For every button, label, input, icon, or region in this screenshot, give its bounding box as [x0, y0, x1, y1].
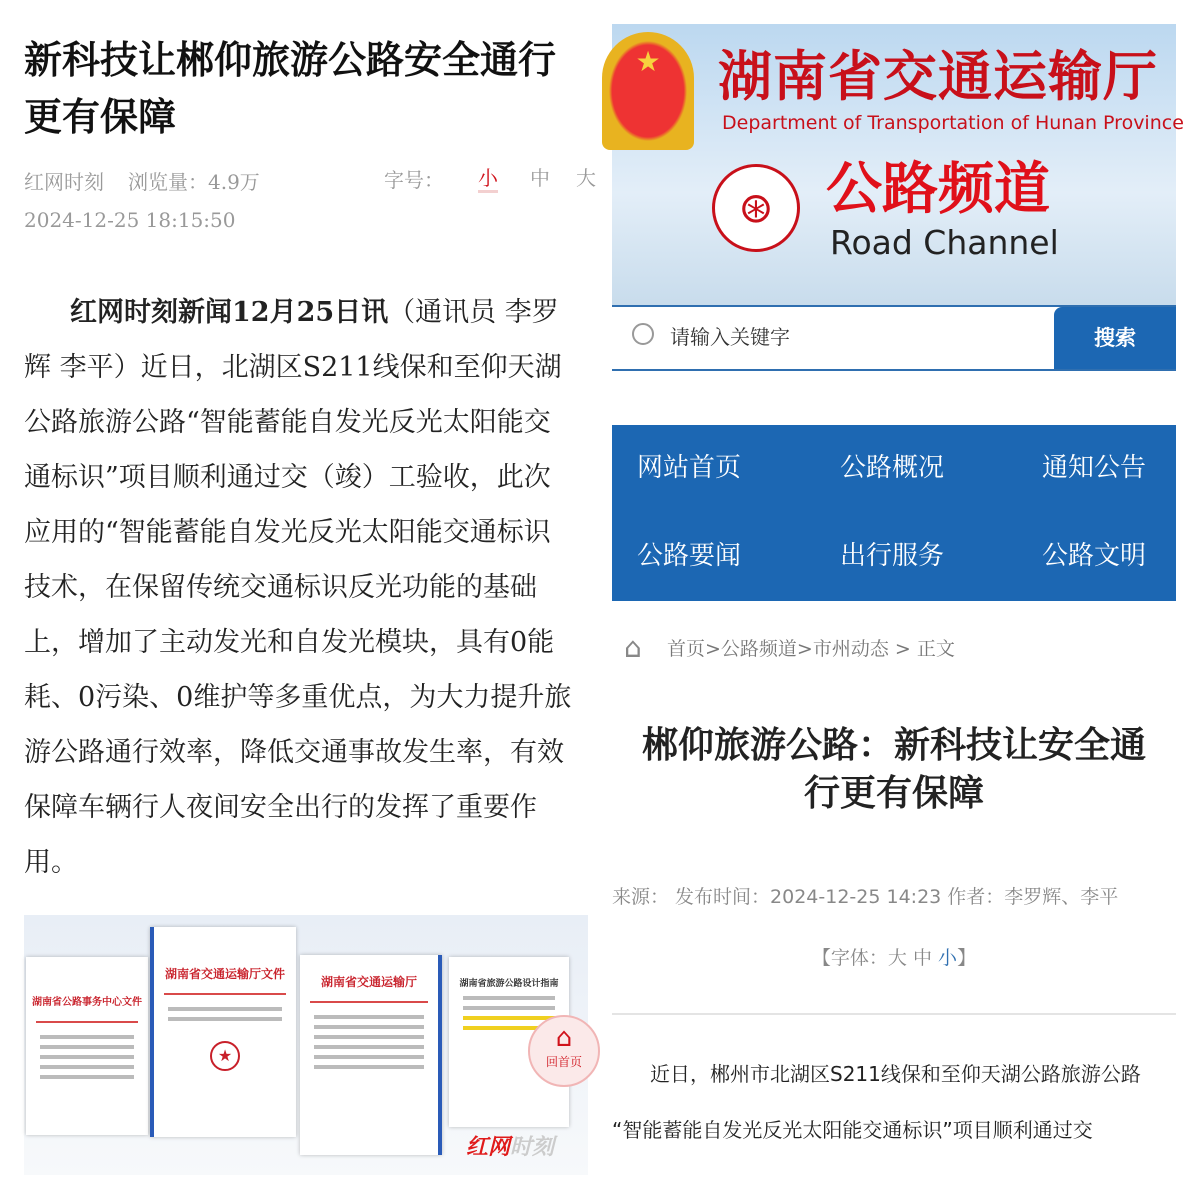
nav-news[interactable]: 公路要闻	[637, 541, 742, 571]
body-lead: 红网时刻新闻12月25日讯	[70, 297, 389, 328]
home-icon: ⌂	[555, 1023, 573, 1053]
home-button[interactable]: ⌂ 回首页	[528, 1015, 600, 1087]
article-title-line-2: 更有保障	[24, 95, 177, 139]
search-button[interactable]: 搜索	[1054, 307, 1176, 369]
article-meta: 来源： 发布时间：2024-12-25 14:23 作者：李罗辉、李平	[612, 886, 1119, 908]
nav-travel-service[interactable]: 出行服务	[840, 541, 945, 571]
body-line: 近日，郴州市北湖区S211线保和至仰天湖公路旅游公路	[650, 1062, 1141, 1086]
road-channel-logo-icon: ⊛	[712, 164, 800, 252]
document-image: 湖南省旅游公路设计指南	[449, 957, 569, 1127]
nav-notices[interactable]: 通知公告	[1042, 453, 1147, 483]
body-line: 红网时刻新闻12月25日讯（通讯员 李罗	[70, 297, 559, 328]
font-size-label: 字号：	[384, 168, 444, 192]
channel-title: 公路频道	[826, 157, 1050, 222]
left-article-panel	[24, 0, 596, 1200]
main-nav	[612, 425, 1176, 601]
body-line: 通标识”项目顺利通过交（竣）工验收，此次	[24, 462, 551, 493]
nav-home[interactable]: 网站首页	[637, 453, 742, 483]
body-line: 公路旅游公路“智能蓄能自发光反光太阳能交	[24, 407, 551, 438]
body-line: “智能蓄能自发光反光太阳能交通标识”项目顺利通过交	[612, 1118, 1093, 1142]
article-title-line-1: 新科技让郴仰旅游公路安全通行	[24, 38, 557, 82]
body-line: 辉 李平）近日，北湖区S211线保和至仰天湖	[24, 352, 562, 383]
breadcrumb[interactable]: 首页>公路频道>市州动态 > 正文	[667, 638, 955, 660]
font-large-button[interactable]: 大	[576, 166, 596, 190]
body-line: 保障车辆行人夜间安全出行的发挥了重要作	[24, 792, 537, 823]
font-small-button[interactable]: 小	[478, 166, 498, 193]
body-line: 耗、0污染、0维护等多重优点，为大力提升旅	[24, 682, 572, 713]
search-bar	[612, 305, 1176, 371]
home-icon: ⌂	[624, 631, 642, 664]
site-subtitle: Department of Transportation of Hunan Province	[722, 112, 1184, 134]
site-title: 湖南省交通运输厅	[718, 45, 1158, 108]
channel-subtitle: Road Channel	[830, 223, 1059, 262]
font-mid-button[interactable]: 中	[912, 947, 932, 969]
font-big-button[interactable]: 大	[887, 947, 907, 969]
divider	[612, 1013, 1176, 1015]
article-title-line-1: 郴仰旅游公路：新科技让安全通	[641, 725, 1146, 766]
font-medium-button[interactable]: 中	[530, 166, 550, 190]
site-banner	[612, 24, 1184, 305]
font-size-switcher: 【字体：大 中 小】	[811, 947, 977, 969]
font-small-button[interactable]: 小	[938, 947, 958, 969]
nav-overview[interactable]: 公路概况	[840, 453, 945, 483]
body-line: 上，增加了主动发光和自发光模块，具有0能	[24, 627, 555, 658]
nav-civilization[interactable]: 公路文明	[1042, 541, 1147, 571]
national-emblem-icon: ★	[602, 32, 694, 150]
view-count: 浏览量：4.9万	[128, 170, 260, 194]
article-title-line-2: 行更有保障	[803, 773, 984, 814]
search-icon	[632, 323, 654, 345]
body-line: 应用的“智能蓄能自发光反光太阳能交通标识	[24, 517, 551, 548]
body-line: 技术，在保留传统交通标识反光功能的基础	[24, 572, 537, 603]
document-image: 湖南省交通运输厅	[300, 955, 442, 1155]
body-line: 用。	[24, 847, 78, 878]
publish-datetime: 2024-12-25 18:15:50	[24, 208, 236, 232]
body-line: 游公路通行效率，降低交通事故发生率，有效	[24, 737, 564, 768]
document-image: 湖南省公路事务中心文件	[26, 957, 148, 1135]
search-input[interactable]: 请输入关键字	[670, 325, 790, 349]
watermark-logo: 红网时刻	[466, 1135, 555, 1160]
right-article-panel	[612, 0, 1184, 1200]
document-image: 湖南省交通运输厅文件 ★	[150, 927, 296, 1137]
article-photo	[24, 915, 588, 1175]
seal-icon: ★	[210, 1041, 240, 1071]
source-label: 红网时刻	[24, 170, 104, 194]
